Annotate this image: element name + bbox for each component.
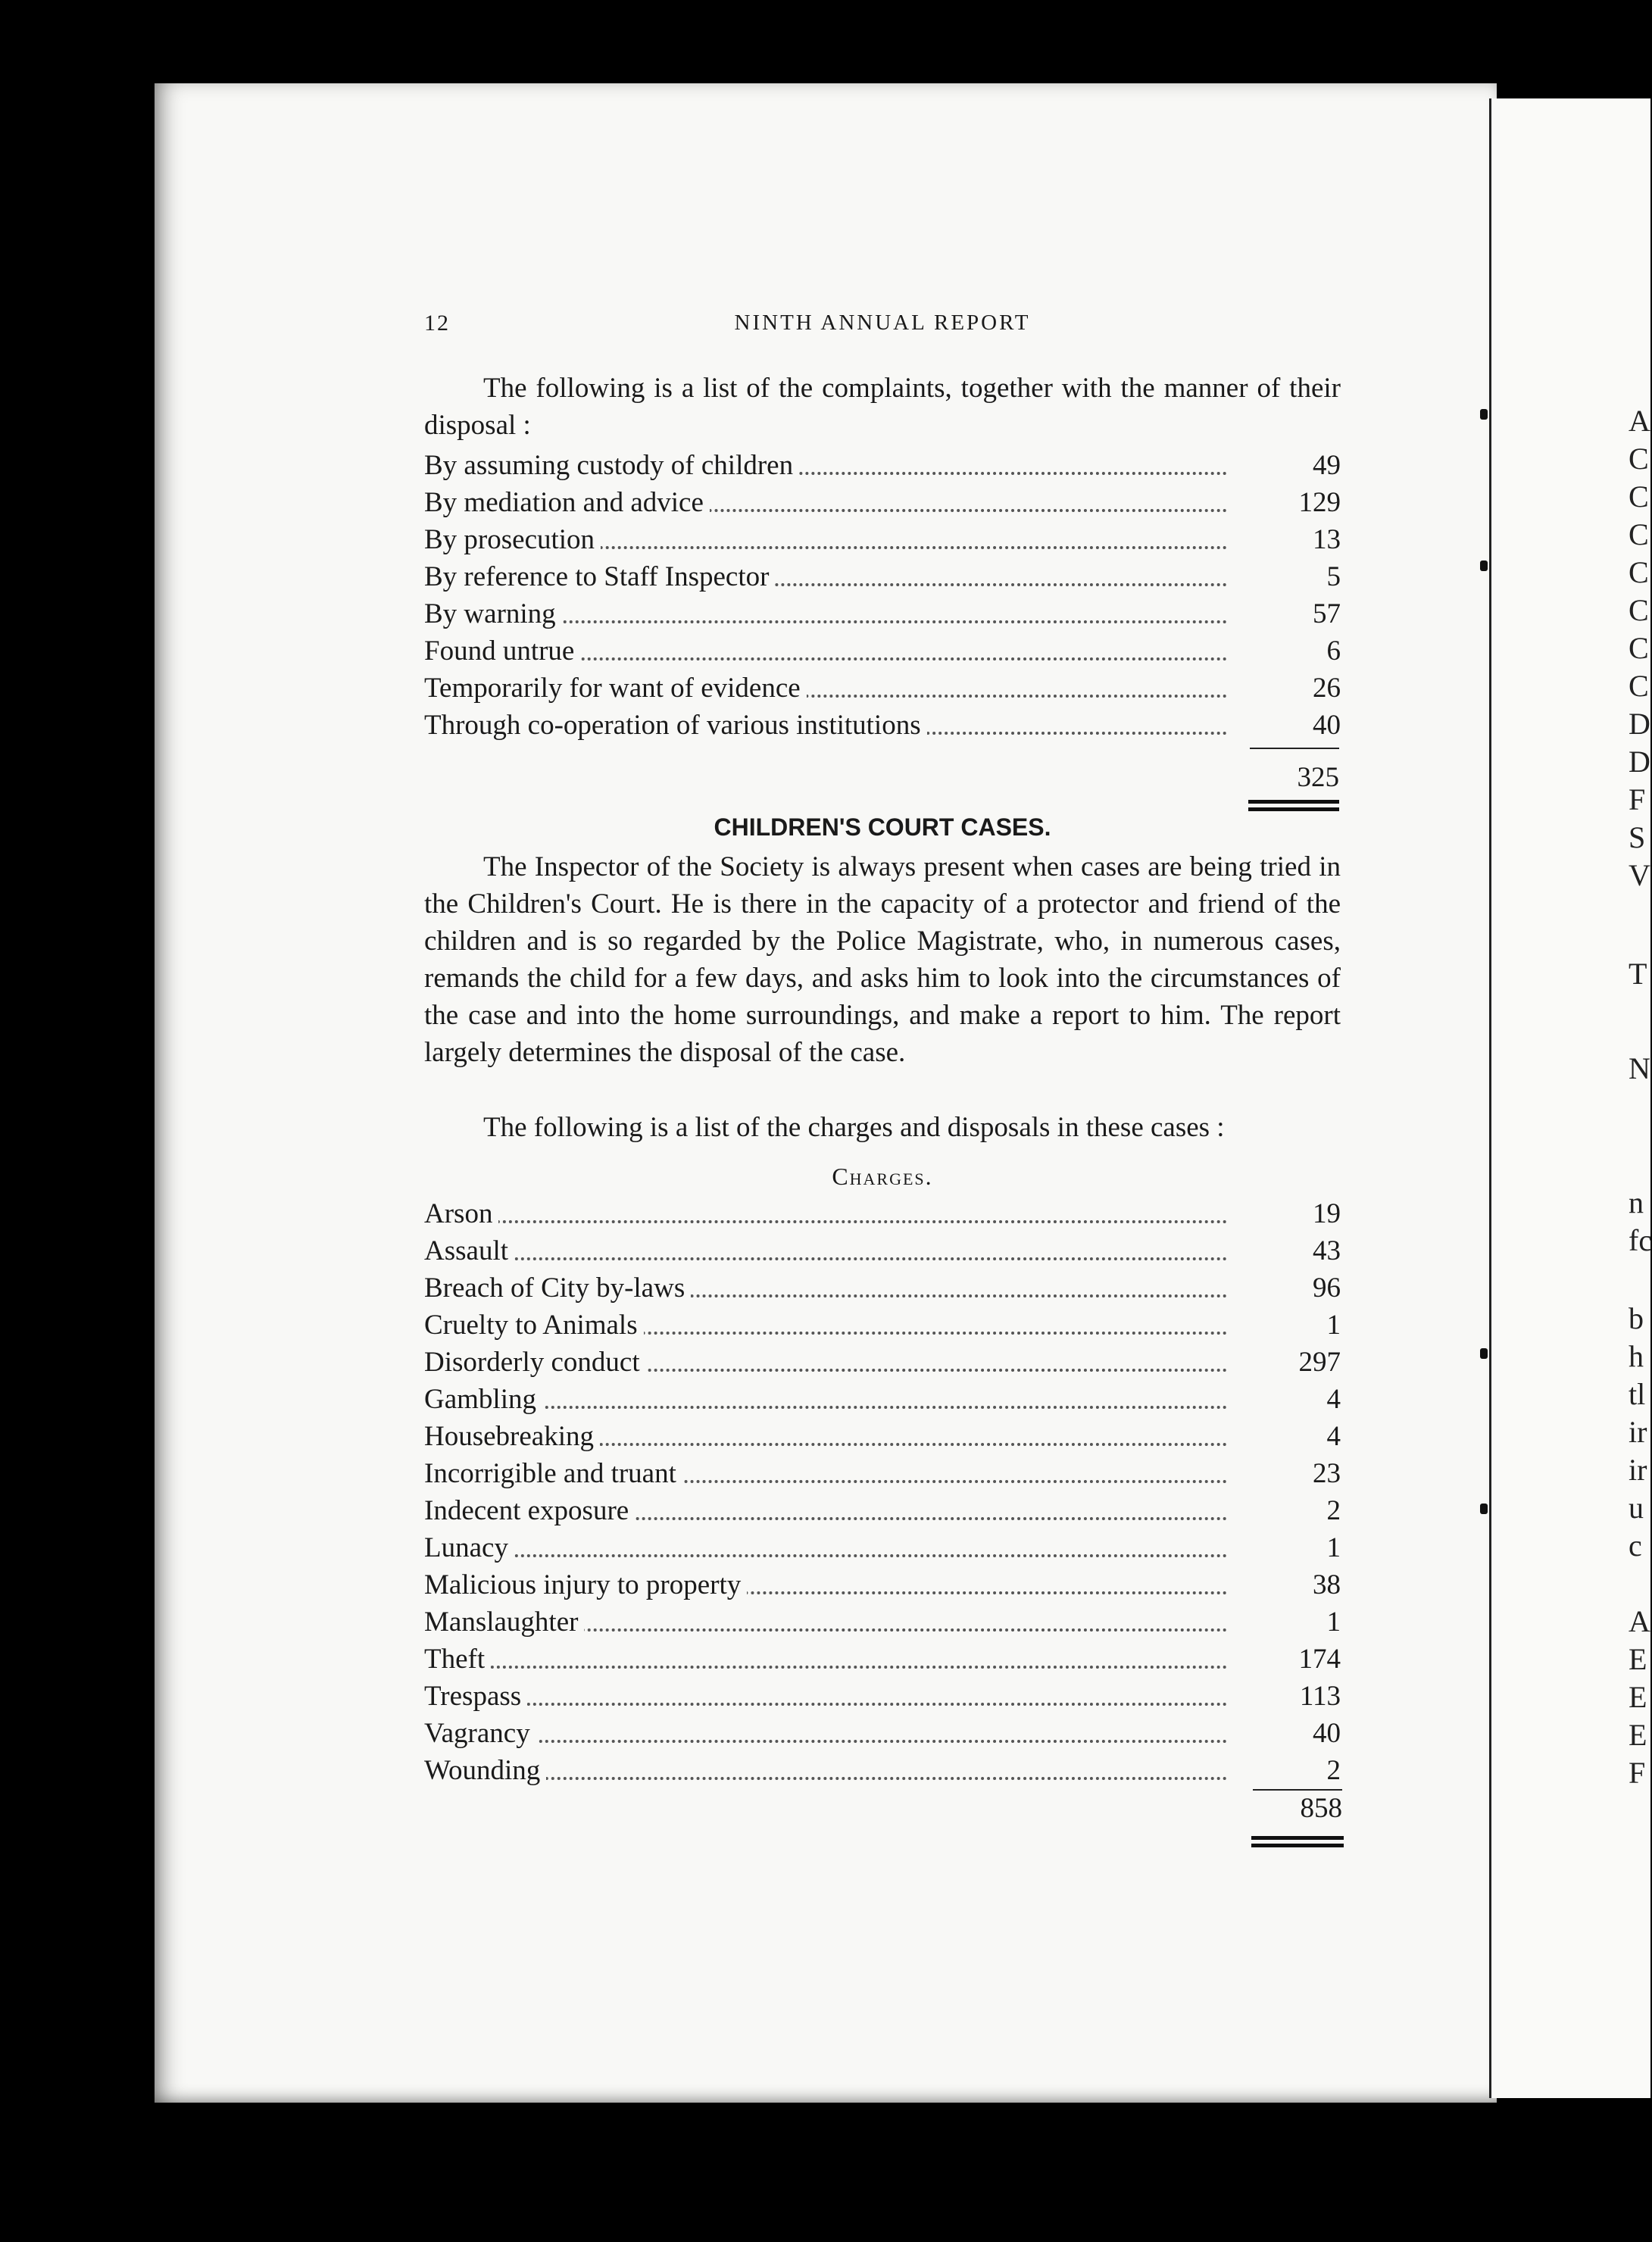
row-value: 38 — [1313, 1569, 1341, 1600]
facing-page-letter: ir — [1629, 1415, 1647, 1449]
list-row — [424, 1754, 1341, 1791]
facing-page-letter: A — [1629, 1604, 1650, 1638]
charges-sum-rule — [1253, 1789, 1342, 1791]
charges-list — [424, 1198, 1341, 1791]
row-value: 174 — [1298, 1644, 1341, 1675]
row-label: Lunacy — [424, 1532, 514, 1564]
right-page — [1489, 98, 1650, 2098]
row-value: 113 — [1299, 1681, 1341, 1712]
running-head: NINTH ANNUAL REPORT — [734, 311, 1031, 335]
complaints-total-rule — [1248, 800, 1339, 804]
dot-leader — [424, 1406, 1227, 1409]
facing-page-letter: C — [1629, 442, 1649, 476]
row-value: 43 — [1313, 1235, 1341, 1266]
row-value: 4 — [1326, 1384, 1341, 1415]
list-row — [424, 1643, 1341, 1680]
row-value: 96 — [1313, 1272, 1341, 1304]
row-label: Manslaughter — [424, 1606, 584, 1638]
dot-leader — [424, 1257, 1227, 1260]
row-label: Breach of City by-laws — [424, 1272, 691, 1304]
list-row — [424, 1569, 1341, 1606]
facing-page-letter: C — [1629, 631, 1649, 665]
facing-page-letter: D — [1629, 707, 1650, 741]
list-row — [424, 1494, 1341, 1532]
dot-leader — [424, 1554, 1227, 1557]
facing-page-letter: C — [1629, 479, 1649, 514]
row-label: Incorrigible and truant — [424, 1457, 682, 1490]
row-value: 297 — [1298, 1347, 1341, 1378]
page-number: 12 — [424, 311, 450, 336]
facing-page-letter: D — [1629, 745, 1650, 779]
row-label: Temporarily for want of evidence — [424, 672, 807, 704]
row-label: By prosecution — [424, 523, 601, 556]
row-value: 13 — [1313, 524, 1341, 555]
row-value: 1 — [1326, 1532, 1341, 1563]
facing-page-letter: V — [1629, 858, 1650, 892]
complaints-total-rule — [1248, 807, 1339, 811]
facing-page-letter: C — [1629, 669, 1649, 703]
facing-page-letter: ir — [1629, 1453, 1647, 1487]
row-label: By reference to Staff Inspector — [424, 560, 775, 593]
court-paragraph: The Inspector of the Society is always present when cases are being tried in the Children's Court. He is there in the capacity of a protector and friend of the children and is so regarded by the Police Magistrate, who, in numerous cases, remands the child for a few days, and asks him to look into the circumstances of the case and into the home surroundings, and make a report to him. The report largely determines the disposal of the case. — [424, 851, 1341, 1068]
facing-page-letter: b — [1629, 1301, 1644, 1335]
binding-mark — [1480, 409, 1488, 420]
binding-mark — [1480, 1348, 1488, 1359]
row-label: By mediation and advice — [424, 486, 710, 519]
dot-leader — [424, 1666, 1227, 1669]
complaints-sum-rule — [1250, 748, 1339, 749]
row-value: 1 — [1326, 1607, 1341, 1638]
dot-leader — [424, 1220, 1227, 1223]
facing-page-letter: F — [1629, 782, 1646, 817]
charges-intro: The following is a list of the charges and disposals in these cases : — [483, 1112, 1225, 1143]
section-title: CHILDREN'S COURT CASES. — [714, 813, 1051, 841]
charges-total-rule — [1251, 1844, 1344, 1847]
row-label: Assault — [424, 1235, 514, 1267]
row-label: Indecent exposure — [424, 1494, 635, 1527]
dot-leader — [424, 1740, 1227, 1743]
row-value: 40 — [1313, 710, 1341, 741]
row-value: 4 — [1326, 1421, 1341, 1452]
complaints-total: 325 — [1297, 762, 1339, 793]
list-row — [424, 1606, 1341, 1643]
binding-mark — [1480, 1504, 1488, 1514]
complaints-list — [424, 449, 1341, 746]
list-row — [424, 560, 1341, 598]
row-label: Theft — [424, 1643, 491, 1675]
row-label: Found untrue — [424, 635, 580, 667]
row-label: By assuming custody of children — [424, 449, 799, 482]
list-row — [424, 1309, 1341, 1346]
list-row — [424, 1680, 1341, 1717]
row-value: 1 — [1326, 1310, 1341, 1341]
row-value: 5 — [1326, 561, 1341, 592]
list-row — [424, 598, 1341, 635]
facing-page-letter: E — [1629, 1718, 1647, 1752]
charges-heading: Charges. — [832, 1163, 933, 1190]
row-value: 6 — [1326, 635, 1341, 667]
row-value: 40 — [1313, 1718, 1341, 1749]
complaints-intro: The following is a list of the complaints, together with the manner of their disposal : — [424, 373, 1341, 441]
row-label: Housebreaking — [424, 1420, 600, 1453]
page-header — [424, 311, 1341, 348]
row-label: Cruelty to Animals — [424, 1309, 644, 1341]
row-label: By warning — [424, 598, 562, 630]
row-label: Arson — [424, 1198, 498, 1230]
list-row — [424, 1346, 1341, 1383]
list-row — [424, 672, 1341, 709]
facing-page-letter: E — [1629, 1680, 1647, 1714]
facing-page-letter: fc — [1629, 1223, 1652, 1257]
row-value: 2 — [1326, 1495, 1341, 1526]
row-value: 49 — [1313, 450, 1341, 481]
list-row — [424, 1532, 1341, 1569]
list-row — [424, 635, 1341, 672]
list-row — [424, 1272, 1341, 1309]
list-row — [424, 486, 1341, 523]
row-value: 19 — [1313, 1198, 1341, 1229]
list-row — [424, 1457, 1341, 1494]
list-row — [424, 1198, 1341, 1235]
facing-page-letter: u — [1629, 1491, 1644, 1525]
list-row — [424, 1383, 1341, 1420]
facing-page-letter: C — [1629, 555, 1649, 589]
row-label: Wounding — [424, 1754, 546, 1787]
list-row — [424, 1717, 1341, 1754]
charges-total: 858 — [1300, 1793, 1342, 1824]
row-label: Through co-operation of various institutions — [424, 709, 927, 742]
facing-page-letter: C — [1629, 593, 1649, 627]
facing-page-letter: A — [1629, 404, 1650, 438]
row-value: 57 — [1313, 598, 1341, 629]
row-value: 23 — [1313, 1458, 1341, 1489]
row-label: Disorderly conduct — [424, 1346, 646, 1379]
row-label: Malicious injury to property — [424, 1569, 747, 1601]
facing-page-letter: C — [1629, 517, 1649, 551]
binding-mark — [1480, 560, 1488, 571]
facing-page-letter: h — [1629, 1339, 1644, 1373]
row-value: 2 — [1326, 1755, 1341, 1786]
list-row — [424, 1235, 1341, 1272]
dot-leader — [424, 1703, 1227, 1706]
charges-total-rule — [1251, 1836, 1344, 1840]
facing-page-letter: F — [1629, 1756, 1646, 1790]
facing-page-letter: c — [1629, 1528, 1642, 1563]
row-label: Gambling — [424, 1383, 542, 1416]
list-row — [424, 1420, 1341, 1457]
facing-page-letter: T — [1629, 957, 1647, 991]
row-value: 26 — [1313, 673, 1341, 704]
list-row — [424, 523, 1341, 560]
row-label: Trespass — [424, 1680, 527, 1713]
facing-page-letter: n — [1629, 1185, 1644, 1219]
row-label: Vagrancy — [424, 1717, 536, 1750]
list-row — [424, 709, 1341, 746]
facing-page-letter: tl — [1629, 1377, 1646, 1411]
facing-page-letter: S — [1629, 820, 1646, 854]
row-value: 129 — [1298, 487, 1341, 518]
facing-page-letter: N — [1629, 1051, 1650, 1085]
facing-page-letter: E — [1629, 1642, 1647, 1676]
list-row — [424, 449, 1341, 486]
